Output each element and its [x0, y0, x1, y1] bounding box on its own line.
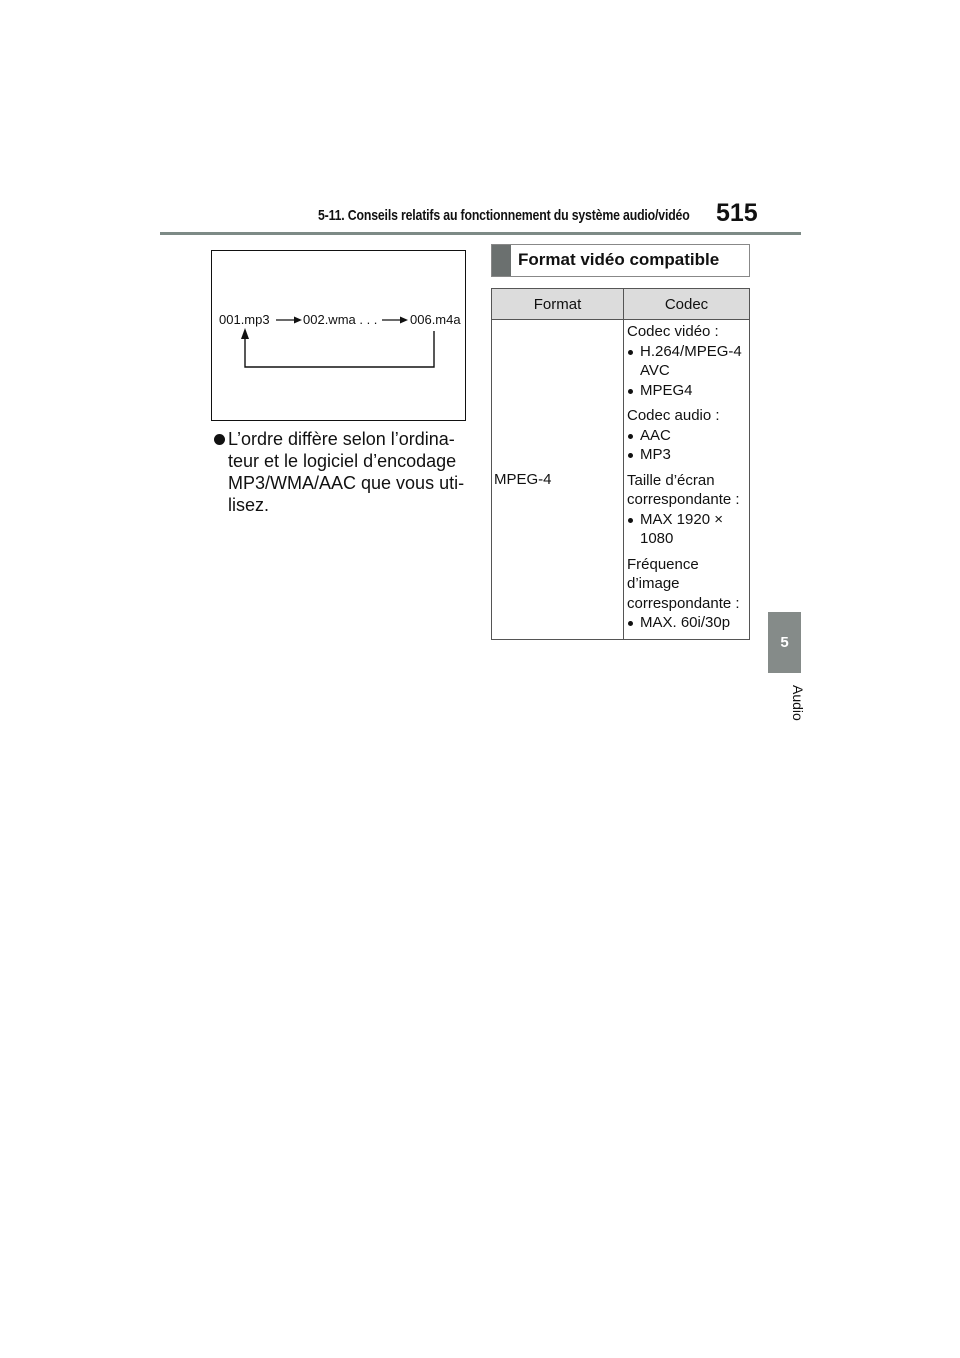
note-line: lisez.: [228, 495, 270, 515]
codec-group-label: Codec vidéo :: [627, 323, 719, 340]
page-number: 515: [716, 199, 758, 227]
note-line: MP3/WMA/AAC que vous uti-: [228, 473, 465, 493]
header-divider: [160, 232, 801, 235]
section-header: [491, 244, 750, 277]
arrow-right-icon: [382, 317, 408, 324]
codec-group-frame-rate: [627, 555, 745, 633]
table-row: [492, 320, 750, 640]
codec-item: MPEG4: [627, 381, 745, 401]
format-cell: MPEG-4: [492, 320, 624, 640]
diagram-file-1: 001.mp3: [219, 312, 270, 327]
chapter-tab: [768, 612, 801, 673]
section-title: 5-11. Conseils relatifs au fonctionnement du système audio/vidéo: [318, 207, 690, 224]
codec-group-label: Codec audio :: [627, 407, 720, 424]
codec-group-screen-size: [627, 471, 745, 549]
section-heading: Format vidéo compatible: [518, 250, 720, 269]
playback-order-note: [210, 428, 468, 516]
table-header-row: [492, 289, 750, 320]
playback-order-diagram: [211, 250, 466, 421]
chapter-label-text: Audio: [790, 685, 806, 721]
codec-item: H.264/MPEG-4 AVC: [627, 342, 745, 381]
column-header-format: Format: [492, 289, 624, 320]
loop-back-arrow-icon: [241, 328, 434, 367]
diagram-file-2: 002.wma . . .: [303, 312, 378, 327]
diagram-file-3: 006.m4a: [410, 312, 461, 327]
arrow-right-icon: [276, 317, 302, 324]
codec-cell: [624, 320, 750, 640]
playback-order-graphic: [212, 251, 467, 422]
chapter-number: 5: [780, 634, 789, 651]
codec-group-label: Fréquence d’image correspondante :: [627, 555, 740, 612]
codec-group-video: [627, 322, 745, 400]
section-marker: [492, 245, 511, 276]
note-line: L’ordre diffère selon l’ordina-: [228, 429, 455, 449]
codec-item: MP3: [627, 445, 745, 465]
codec-group-label: Taille d’écran correspondante :: [627, 471, 740, 508]
chapter-label: [760, 685, 810, 735]
column-header-codec: Codec: [624, 289, 750, 320]
codec-item: AAC: [627, 426, 745, 446]
video-format-table: [491, 288, 750, 640]
codec-item: MAX 1920 × 1080: [627, 510, 745, 549]
codec-item: MAX. 60i/30p: [627, 613, 745, 633]
codec-group-audio: [627, 406, 745, 465]
note-line: teur et le logiciel d’encodage: [228, 451, 457, 471]
bullet-icon: [214, 434, 225, 445]
